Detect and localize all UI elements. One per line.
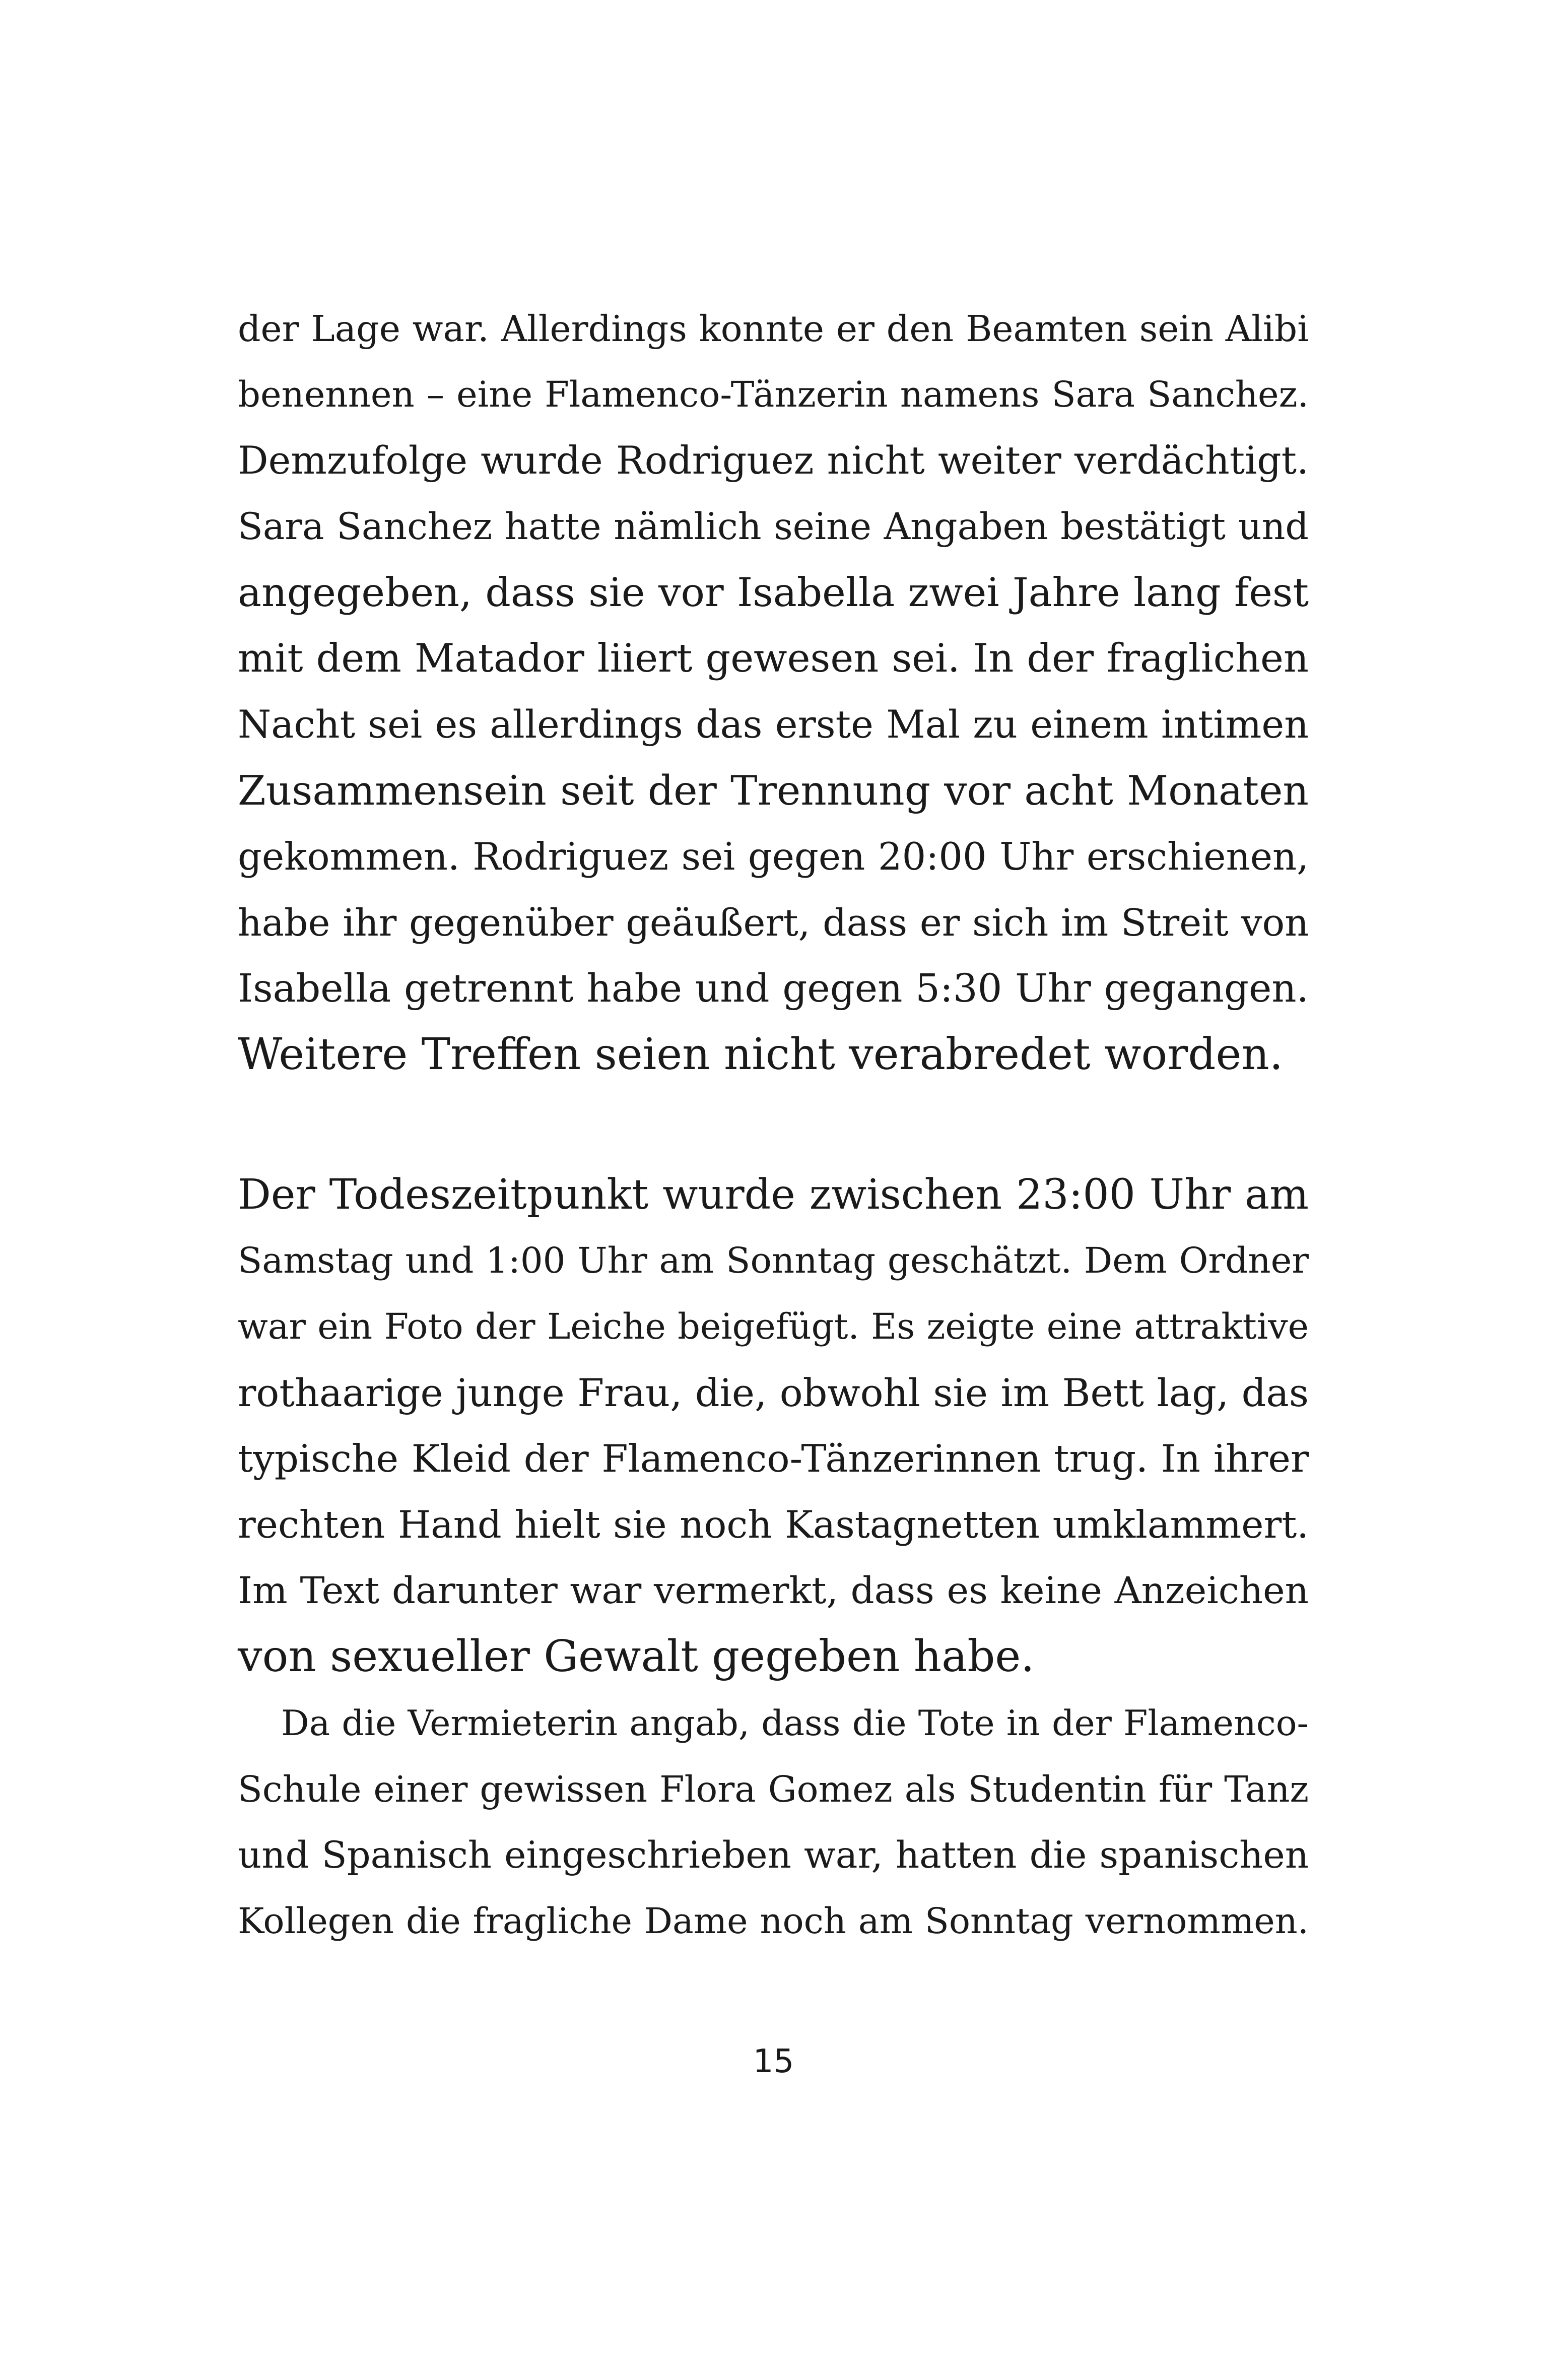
text-line: mit dem Matador liiert gewesen sei. In der fraglichen	[238, 636, 1309, 681]
text-line: Demzufolge wurde Rodriguez nicht weiter verdächtigt.	[238, 438, 1309, 483]
text-line: von sexueller Gewalt gegeben habe.	[238, 1631, 1035, 1682]
text-line: rothaarige junge Frau, die, obwohl sie im Bett lag, das	[238, 1370, 1309, 1415]
paragraph	[238, 296, 1309, 1088]
text-line: typische Kleid der Flamenco-Tänzerinnen trug. In ihrer	[238, 1436, 1309, 1481]
text-line: angegeben, dass sie vor Isabella zwei Jahre lang fest	[238, 569, 1309, 616]
text-line: rechten Hand hielt sie noch Kastagnetten umklammert.	[238, 1503, 1309, 1547]
text-line: Im Text darunter war vermerkt, dass es keine Anzeichen	[238, 1569, 1309, 1612]
text-line: Da die Vermieterin angab, dass die Tote in der Flamenco-	[281, 1703, 1309, 1744]
text-line: Der Todeszeitpunkt wurde zwischen 23:00 Uhr am	[238, 1171, 1309, 1219]
text-line: Zusammensein seit der Trennung vor acht Monaten	[238, 767, 1309, 814]
text-line: Samstag und 1:00 Uhr am Sonntag geschätzt. Dem Ordner	[238, 1240, 1309, 1281]
text-line: und Spanisch eingeschrieben war, hatten die spanischen	[238, 1834, 1309, 1877]
text-line: Kollegen die fragliche Dame noch am Sonntag vernommen.	[238, 1900, 1309, 1942]
page-number: 15	[753, 2043, 794, 2080]
text-line: der Lage war. Allerdings konnte er den Beamten sein Alibi	[238, 308, 1309, 350]
text-line: war ein Foto der Leiche beigefügt. Es zeigte eine attraktive	[238, 1306, 1309, 1347]
text-line: habe ihr gegenüber geäußert, dass er sich im Streit von	[238, 901, 1309, 945]
text-line: gekommen. Rodriguez sei gegen 20:00 Uhr erschienen,	[238, 835, 1309, 879]
paragraph	[238, 1690, 1309, 1954]
text-line: Weitere Treffen seien nicht verabredet worden.	[238, 1029, 1284, 1080]
text-line: Sara Sanchez hatte nämlich seine Angaben bestätigt und	[238, 505, 1309, 548]
text-line: Isabella getrennt habe und gegen 5:30 Uhr gegangen.	[238, 966, 1309, 1011]
paragraph	[238, 1162, 1309, 1690]
text-line: benennen – eine Flamenco-Tänzerin namens Sara Sanchez.	[238, 374, 1309, 415]
text-line: Nacht sei es allerdings das erste Mal zu einem intimen	[238, 702, 1309, 747]
text-line: Schule einer gewissen Flora Gomez als Studentin für Tanz	[238, 1768, 1309, 1810]
